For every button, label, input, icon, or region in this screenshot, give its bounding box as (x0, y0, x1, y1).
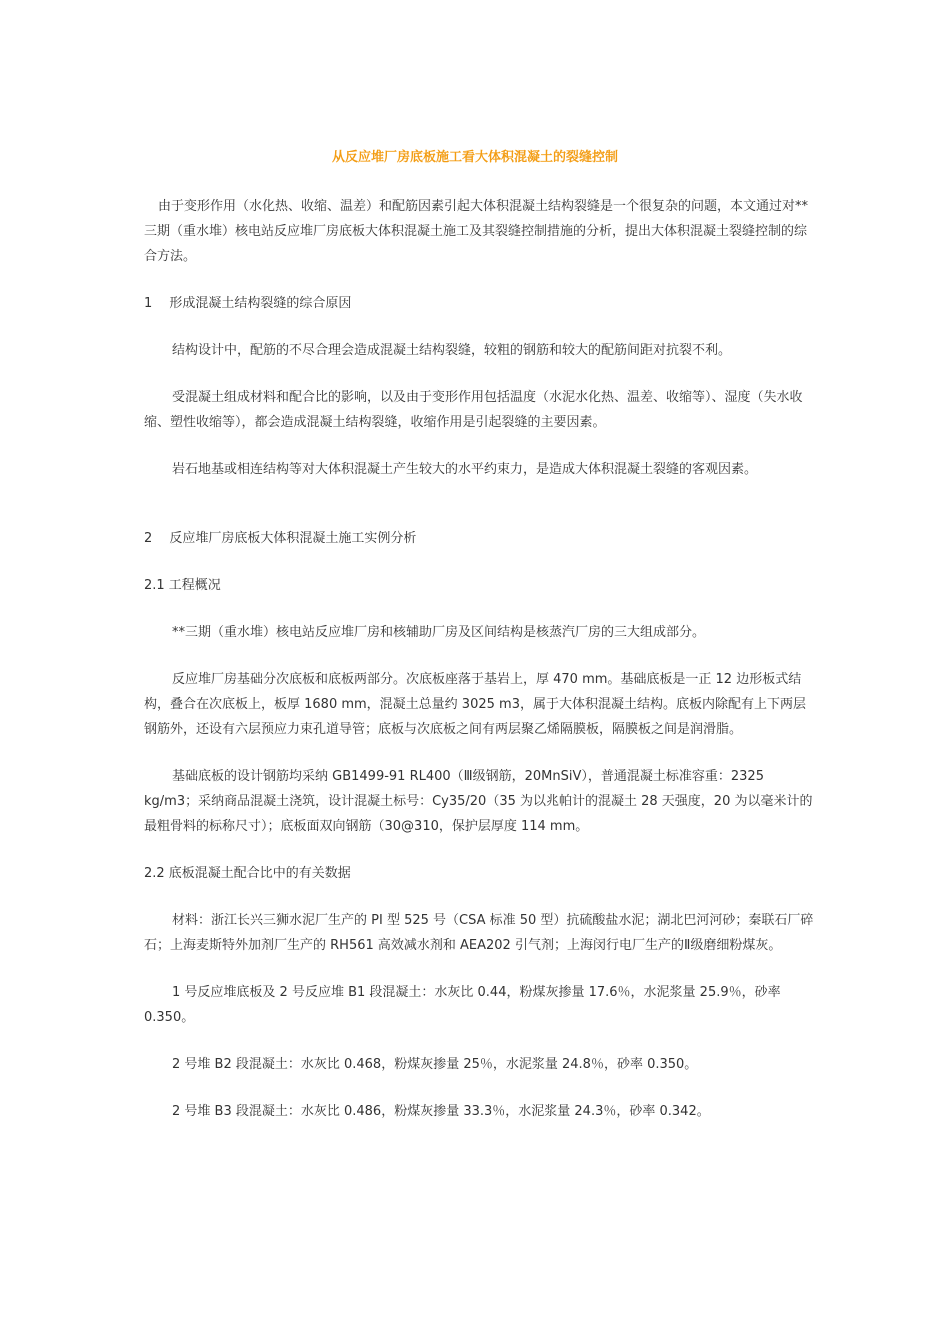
section-2-1-paragraph-3: 基础底板的设计钢筋均采纳 GB1499-91 RL400（Ⅲ级钢筋，20MnSiV），普通混凝土标准容重：2325 kg/m3；采纳商品混凝土浇筑，设计混凝土标号：Cy35/20（35 为以兆帕计的混凝土 28 天强度，20 为以毫米计的最粗骨料的标称尺寸）；底板面双向钢筋（30@310，保护层厚度 114 mm。 (144, 769, 813, 834)
document-body (144, 194, 814, 1146)
section-2-1-paragraph-2: 反应堆厂房基础分次底板和底板两部分。次底板座落于基岩上，厚 470 mm。基础底板是一正 12 边形板式结构，叠合在次底板上，板厚 1680 mm，混凝土总量约 3025 m3，属于大体积混凝土结构。底板内除配有上下两层钢筋外，还设有六层预应力束孔道导管；底板与次底板之间有两层聚乙烯隔膜板，隔膜板之间是润滑脂。 (144, 672, 806, 737)
section-2-1-paragraph-1: **三期（重水堆）核电站反应堆厂房和核辅助厂房及区间结构是核蒸汽厂房的三大组成部分。 (172, 625, 706, 640)
document-title: 从反应堆厂房底板施工看大体积混凝土的裂缝控制 (331, 150, 618, 165)
section-2-2-heading: 2.2 底板混凝土配合比中的有关数据 (144, 866, 351, 881)
section-2-heading: 2 反应堆厂房底板大体积混凝土施工实例分析 (144, 531, 417, 546)
section-2-2-paragraph-4: 2 号堆 B3 段混凝土：水灰比 0.486，粉煤灰掺量 33.3％，水泥浆量 24.3％，砂率 0.342。 (172, 1104, 710, 1119)
section-1-heading: 1 形成混凝土结构裂缝的综合原因 (144, 296, 352, 311)
section-1-paragraph-3: 岩石地基或相连结构等对大体积混凝土产生较大的水平约束力，是造成大体积混凝土裂缝的客观因素。 (172, 462, 758, 477)
section-1-paragraph-1: 结构设计中，配筋的不尽合理会造成混凝土结构裂缝，较粗的钢筋和较大的配筋间距对抗裂不利。 (172, 343, 732, 358)
section-1-paragraph-2: 受混凝土组成材料和配合比的影响，以及由于变形作用包括温度（水泥水化热、温差、收缩等）、湿度（失水收缩、塑性收缩等），都会造成混凝土结构裂缝，收缩作用是引起裂缝的主要因素。 (144, 390, 803, 430)
spacer (144, 504, 814, 526)
section-2-2-paragraph-3: 2 号堆 B2 段混凝土：水灰比 0.468，粉煤灰掺量 25％，水泥浆量 24.8％，砂率 0.350。 (172, 1057, 698, 1072)
section-2-2-paragraph-2: 1 号反应堆底板及 2 号反应堆 B1 段混凝土：水灰比 0.44，粉煤灰掺量 17.6％，水泥浆量 25.9％，砂率 0.350。 (144, 985, 781, 1025)
section-2-2-paragraph-1: 材料：浙江长兴三狮水泥厂生产的 PI 型 525 号（CSA 标准 50 型）抗硫酸盐水泥；湖北巴河河砂；秦联石厂碎石；上海麦斯特外加剂厂生产的 RH561 高效减水剂和 AEA202 引气剂；上海闵行电厂生产的Ⅱ级磨细粉煤灰。 (144, 913, 814, 953)
intro-paragraph: 由于变形作用（水化热、收缩、温差）和配筋因素引起大体积混凝土结构裂缝是一个很复杂的问题，本文通过对**三期（重水堆）核电站反应堆厂房底板大体积混凝土施工及其裂缝控制措施的分析，提出大体积混凝土裂缝控制的综合方法。 (144, 199, 809, 264)
section-2-1-heading: 2.1 工程概况 (144, 578, 221, 593)
